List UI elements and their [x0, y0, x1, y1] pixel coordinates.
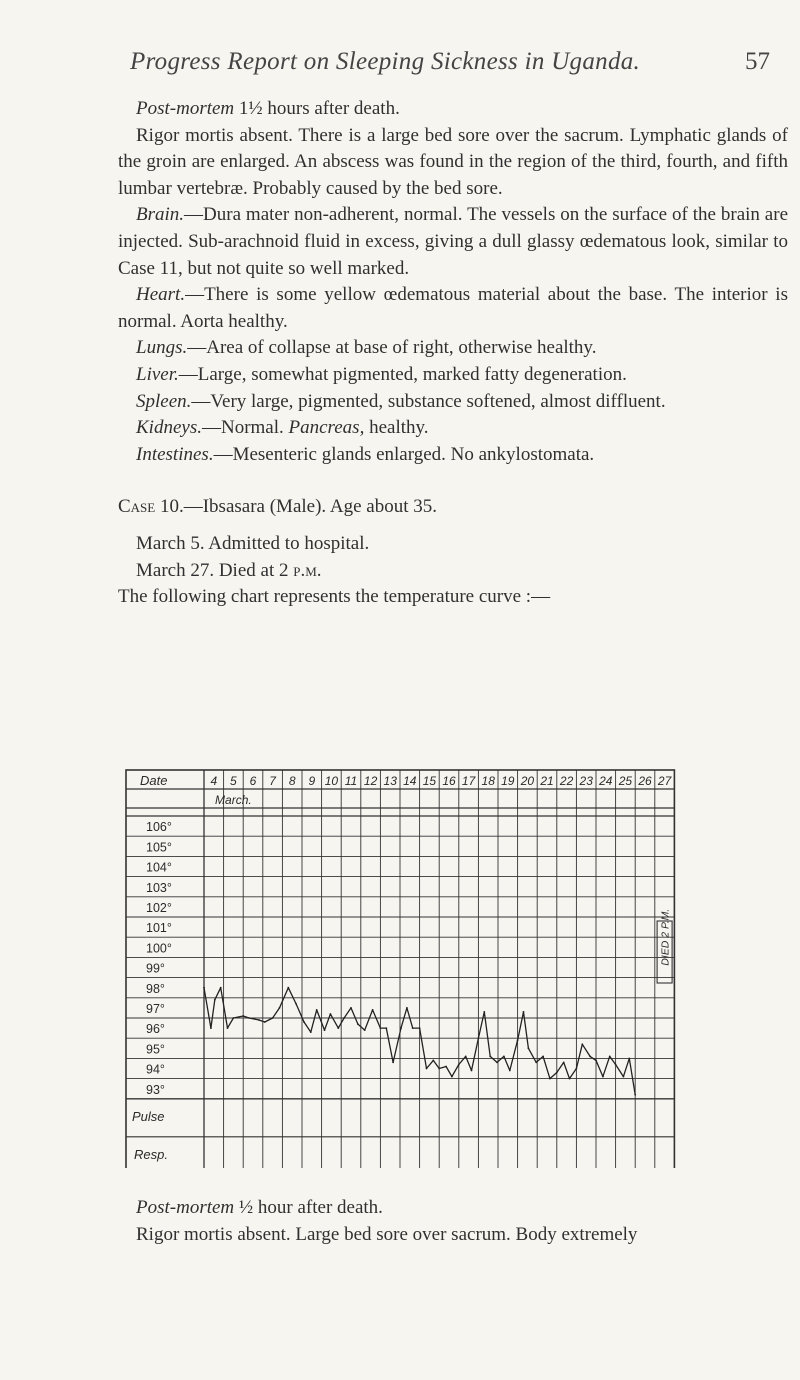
heart-text: —There is some yellow œdematous material about the base. The interior is normal. Aorta healthy.: [118, 284, 788, 332]
temperature-point: [248, 1017, 250, 1019]
temperature-point: [337, 1027, 339, 1029]
temperature-point: [563, 1062, 565, 1064]
temperature-point: [330, 1013, 332, 1015]
date-label: 10: [324, 774, 339, 788]
temperature-point: [615, 1064, 617, 1066]
date-label: 6: [249, 774, 257, 788]
temperature-tick-label: 96°: [146, 1022, 165, 1037]
temperature-point: [279, 1007, 281, 1009]
temperature-point: [556, 1072, 558, 1074]
temperature-tick-label: 102°: [146, 901, 172, 915]
temperature-point: [569, 1078, 571, 1080]
temperature-point: [623, 1076, 625, 1078]
temperature-point: [517, 1039, 519, 1041]
temperature-point: [438, 1068, 440, 1070]
kidneys-paragraph: [118, 415, 788, 442]
temperature-point: [602, 1076, 604, 1078]
date-label: 4: [210, 774, 218, 788]
temperature-tick-label: 101°: [146, 921, 172, 936]
lungs-label: Lungs.: [136, 337, 188, 359]
temperature-tick-label: 105°: [146, 840, 172, 855]
case-word: Case: [118, 496, 156, 518]
brain-paragraph: [118, 202, 788, 282]
temperature-point: [316, 1009, 318, 1011]
temperature-point: [287, 987, 289, 989]
date-label: 15: [422, 774, 437, 788]
rigor-paragraph: Rigor mortis absent. There is a large bed sore over the sacrum. Lymphatic glands of the groin are enlarged. An abscess was found in the region of the third, fourth, and fifth lumbar vertebræ. Probably caused by the bed sore.: [118, 124, 788, 199]
date-label: 22: [559, 774, 574, 788]
temperature-point: [258, 1019, 260, 1021]
case-9-report: [118, 96, 788, 611]
kidneys-label: Kidneys.: [136, 417, 202, 439]
heart-label: Heart.: [136, 284, 186, 306]
temperature-point: [465, 1056, 467, 1058]
date-label: 9: [308, 774, 316, 788]
date-label: 20: [520, 774, 535, 788]
liver-label: Liver.: [136, 363, 179, 385]
temperature-point: [214, 999, 216, 1001]
temperature-point: [542, 1056, 544, 1058]
temperature-point: [483, 1011, 485, 1013]
spleen-label: Spleen.: [136, 390, 192, 412]
heart-paragraph: [118, 282, 788, 335]
temperature-point: [343, 1017, 345, 1019]
post-mortem-text: 1½ hours after death.: [238, 98, 400, 119]
temperature-point: [426, 1068, 428, 1070]
date-row-label: Date: [140, 773, 168, 788]
resp-row-label: Resp.: [134, 1146, 168, 1162]
case-10-title-rest: 10.—Ibsasara (Male). Age about 35.: [159, 496, 437, 518]
temperature-point: [489, 1056, 491, 1058]
date-label: 12: [363, 774, 378, 788]
temperature-point: [272, 1017, 274, 1019]
temperature-point: [385, 1027, 387, 1029]
temperature-point: [581, 1043, 583, 1045]
temperature-tick-label: 95°: [146, 1042, 165, 1057]
pulse-row-label: Pulse: [132, 1108, 165, 1124]
temperature-point: [634, 1094, 636, 1096]
case-10-title: [118, 494, 788, 521]
temperature-point: [380, 1027, 382, 1029]
date-label: 5: [230, 774, 237, 788]
death-note: DIED 2 P.M.: [659, 908, 672, 966]
lungs-text: —Area of collapse at base of right, otherwise healthy.: [187, 337, 597, 359]
temperature-point: [310, 1031, 312, 1033]
temperature-tick-label: 100°: [146, 941, 172, 956]
temperature-chart-svg: [118, 766, 678, 1168]
temperature-point: [357, 1023, 359, 1025]
running-title: Progress Report on Sleeping Sickness in Uganda.: [130, 48, 641, 75]
temperature-tick-label: 103°: [146, 880, 172, 895]
temperature-point: [419, 1027, 421, 1029]
date-label: 13: [383, 774, 397, 788]
temperature-point: [576, 1068, 578, 1070]
temperature-tick-label: 104°: [146, 860, 172, 875]
date-label: 21: [540, 774, 554, 788]
lungs-paragraph: [118, 335, 788, 362]
temperature-point: [535, 1062, 537, 1064]
temperature-point: [400, 1027, 402, 1029]
date-label: 11: [344, 774, 358, 788]
post-mortem-line: [118, 96, 788, 123]
temperature-point: [295, 1003, 297, 1005]
date-label: 23: [579, 774, 593, 788]
temperature-point: [496, 1062, 498, 1064]
temperature-tick-label: 106°: [146, 820, 172, 835]
temperature-point: [227, 1027, 229, 1029]
date-label: 16: [442, 774, 456, 788]
temperature-tick-label: 97°: [146, 1002, 165, 1016]
chart-intro: The following chart represents the temperature curve :—: [118, 586, 551, 608]
month-label: March.: [215, 793, 252, 807]
admitted-line: March 5. Admitted to hospital.: [136, 532, 370, 554]
temperature-point: [364, 1029, 366, 1031]
temperature-tick-label: 93°: [146, 1082, 165, 1097]
temperature-point: [509, 1070, 511, 1072]
temperature-point: [445, 1066, 447, 1068]
page-number: 57: [745, 48, 770, 75]
date-label: 19: [501, 774, 515, 788]
temperature-tick-label: 98°: [146, 981, 165, 996]
spleen-text: —Very large, pigmented, substance softened, almost diffluent.: [191, 390, 666, 412]
died-prefix: March 27. Died at 2: [136, 559, 289, 581]
temperature-point: [549, 1078, 551, 1080]
pancreas-text: healthy.: [369, 417, 429, 439]
temperature-point: [503, 1056, 505, 1058]
temperature-chart: [118, 766, 678, 1168]
died-pm: p.m.: [293, 559, 322, 581]
intestines-text: —Mesenteric glands enlarged. No ankylostomata.: [213, 443, 595, 465]
temperature-point: [406, 1007, 408, 1009]
temperature-point: [589, 1056, 591, 1058]
liver-text: —Large, somewhat pigmented, marked fatty degeneration.: [178, 363, 627, 385]
temperature-point: [242, 1015, 244, 1017]
temperature-point: [478, 1037, 480, 1039]
died-line: [118, 558, 788, 585]
temperature-point: [432, 1060, 434, 1062]
footer-post-mortem-line: [118, 1195, 788, 1222]
temperature-point: [609, 1056, 611, 1058]
liver-paragraph: [118, 362, 788, 389]
temperature-point: [264, 1021, 266, 1023]
date-label: 14: [403, 774, 417, 788]
case-10-post-mortem: [118, 1195, 788, 1248]
temperature-point: [203, 987, 205, 989]
temperature-point: [528, 1047, 530, 1049]
temperature-point: [350, 1007, 352, 1009]
post-mortem-label: Post-mortem: [136, 98, 235, 119]
date-label: 8: [288, 774, 296, 788]
date-label: 25: [618, 774, 633, 788]
temperature-point: [471, 1070, 473, 1072]
footer-rigor-line: Rigor mortis absent. Large bed sore over sacrum. Body extremely: [136, 1223, 638, 1245]
date-label: 26: [638, 774, 652, 788]
date-label: 7: [269, 774, 276, 788]
brain-text: —Dura mater non-adherent, normal. The vessels on the surface of the brain are injected. Sub-arachnoid fluid in excess, giving a dull glassy œdematous look, similar to Case 11, but not quite so well marked.: [118, 204, 788, 279]
temperature-point: [451, 1076, 453, 1078]
spleen-paragraph: [118, 389, 788, 416]
date-label: 18: [481, 774, 495, 788]
temperature-tick-label: 99°: [146, 961, 165, 976]
footer-post-mortem-label: Post-mortem: [136, 1197, 235, 1218]
temperature-point: [458, 1064, 460, 1066]
temperature-point: [412, 1027, 414, 1029]
temperature-tick-label: 94°: [146, 1062, 165, 1077]
date-label: 17: [461, 774, 476, 788]
temperature-point: [233, 1017, 235, 1019]
temperature-point: [392, 1062, 394, 1064]
footer-post-mortem-text: ½ hour after death.: [238, 1197, 383, 1218]
pancreas-label: Pancreas,: [288, 417, 365, 439]
temperature-point: [324, 1029, 326, 1031]
intestines-label: Intestines.: [136, 443, 214, 465]
brain-label: Brain.: [136, 204, 185, 226]
kidneys-text: —Normal.: [201, 417, 284, 439]
temperature-point: [628, 1058, 630, 1060]
temperature-point: [303, 1021, 305, 1023]
temperature-point: [210, 1027, 212, 1029]
temperature-point: [372, 1009, 374, 1011]
temperature-point: [220, 987, 222, 989]
temperature-point: [595, 1060, 597, 1062]
intestines-paragraph: [118, 442, 788, 469]
date-label: 24: [599, 774, 613, 788]
temperature-point: [523, 1011, 525, 1013]
date-label: 27: [657, 774, 672, 788]
